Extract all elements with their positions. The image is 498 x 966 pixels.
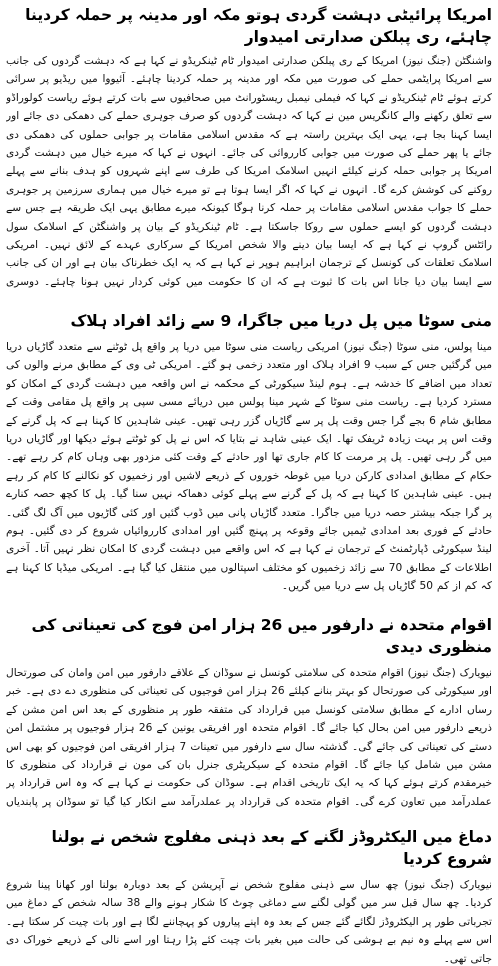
- article-headline: اقوام متحدہ نے دارفور میں 26 ہزار امن فوج کی تعیناتی کی منظوری دیدی: [31, 616, 492, 656]
- article-body: مینا پولس، منی سوٹا (جنگ نیوز) امریکی ریاست منی سوٹا میں دریا پر واقع پل ٹوٹنے سے متعدد گاڑیاں دریا میں گرگئیں جس کے سبب 9 افراد ہلاک اور متعدد زخمی ہو گئے۔ امریکی ٹی وی کے مطابق مرنے والوں کی تعداد میں اضافے کا خدشہ ہے۔ ہوم لینڈ سیکورٹی کے محکمہ نے اس واقعہ میں دہشت گردی کے امکان کو مسترد کردیا ہے۔ ریاست منی سوٹا کے شہر مینا پولس میں دریائے مسی سپی پر واقع پل مقامی وقت کے مطابق شام 6 بجے گرا جس وقت پل پر سے گاڑیاں گزر رہی تھیں۔ عینی شاہدین کا کہنا ہے کہ پل گرنے کے وقت اس پر بہت زیادہ ٹریفک تھا۔ ایک عینی شاہد نے بتایا کہ اس نے پل کو ٹوٹتے ہوئے دیکھا اور گاڑیاں دریا میں گر رہی تھیں۔ پل پر مرمت کا کام جاری تھا اور حادثے کے وقت کئی مزدور بھی وہاں کام کر رہے تھے۔ حکام کے مطابق امدادی کارکن دریا میں غوطہ خوروں کے ذریعے لاشیں اور زخمیوں کو نکالنے کا کام کر رہے ہیں۔ عینی شاہدین کا کہنا ہے کہ پل کے گرنے سے پہلے کوئی دھماکہ نہیں سنا گیا۔ پل کا کچھ حصہ کنارے پر گرا جبکہ بیشتر حصہ دریا میں جاگرا۔ متعدد گاڑیاں پانی میں ڈوب گئیں اور کئی گاڑیوں میں آگ لگ گئی۔ حادثے کے فوری بعد امدادی ٹیمیں جائے وقوعہ پر پہنچ گئیں اور امدادی کارروائیاں شروع کر دی گئیں۔ ہوم لینڈ سیکورٹی ڈپارٹمنٹ کے ترجمان نے کہا ہے کہ اس واقعے میں دہشت گردی کا امکان نظر نہیں آتا۔ آخری اطلاعات کے مطابق 70 سے زائد زخمیوں کو مختلف اسپتالوں میں منتقل کیا گیا ہے۔ امریکی میڈیا کا کہنا ہے کہ کم از کم 50 گاڑیاں پل سے دریا میں گریں۔: [6, 341, 492, 593]
- article-body: واشنگٹن (جنگ نیوز) امریکا کے ری پبلکن صدارتی امیدوار ٹام ٹینکریڈو نے کہا ہے کہ دہشت گردوں کی جانب سے امریکا پرایٹمی حملے کی صورت میں مکہ اور مدینہ پر حملہ کردینا چاہئے۔ آئیووا میں ریڈیو پر سرائی کرتے ہوئے ٹام ٹینکریڈو نے کہا کہ فیملی نیمبل ریسٹورانٹ میں صحافیوں سے بات کرتے ہوئے ریاست کولوراڈو سے تعلق رکھنے والے کانگریس مین نے کہا کہ دہشت گردوں کو صرف جوہری حملے کی دھمکی دی جائے اور ایسا کہنا بجا ہے، یہی ایک بہترین راستہ ہے کہ مقدس اسلامی مقامات پر جوابی حملوں کی دھمکی دی جائے یا پھر حملے کی صورت میں جوابی کارروائی کی جائے۔ انہوں نے کہا کہ میرے خیال میں دہشت گردی امریکا پر جوابی حملہ کرنے کیلئے انہیں اسلامک امریکا کی طرف سے اپنے شہروں کو ہدف بنانے سے پہلے روکنے کی کوشش کرے گا۔ انہوں نے کہا کہ اگر ایسا ہوتا ہے تو میرے خیال میں ہماری سرزمین پر جوہری حملے کا جواب مقدس اسلامی مقامات پر حملہ کرنا ہوگا کیونکہ میرے مطابق یہی ایک طریقہ ہے جس سے دہشت گردوں کو ایسے حملوں سے روکا جاسکتا ہے۔ ٹام ٹینکریڈو کے بیان پر واشنگٹن کے اسلامک سول رائٹس گروپ نے کہا ہے کہ ایسا بیان دینے والا شخص امریکا کے سرکاری عہدے کے لائق نہیں۔ امریکی اسلامک تعلقات کی کونسل کے ترجمان ابراہیم ہوپر نے کہا ہے کہ یہ ایک خطرناک بیان ہے اور ان کی جانب سے ایسا بیان دیا جانا اس بات کا ثبوت ہے کہ ان کا حکومت میں کوئی کردار نہیں ہونا چاہئے۔ دوسری: [6, 55, 492, 288]
- article-tancredo: [6, 4, 492, 292]
- article-minnesota-bridge: [6, 310, 492, 600]
- article-brain-electrodes: [6, 826, 492, 966]
- article-darfur: [6, 614, 492, 812]
- article-headline: امریکا پرائیٹی دہشت گردی ہوتو مکہ اور مدینہ پر حملہ کردینا چاہئے، ری پبلکن صدارتی امیدوار: [25, 6, 492, 46]
- article-body: نیویارک (جنگ نیوز) چھ سال سے ذہنی مفلوج شخص نے آپریشن کے بعد دوبارہ بولنا اور کھانا پینا شروع کردیا۔ چھ سال قبل سر میں گولی لگنے سے دماغی چوٹ کا شکار ہونے والے 38 سالہ شخص کے دماغ میں تجرباتی طور پر الیکٹروڈز لگائے گئے جس کے بعد وہ اپنے پیاروں کو پہچاننے لگا ہے اور بات چیت کر سکتا ہے۔ اس سے پہلے وہ نیم بے ہوشی کی حالت میں بغیر بات چیت کئے پڑا رہتا اور اسے نالی کے ذریعے خوراک دی جاتی تھی۔: [6, 879, 492, 965]
- article-body: نیویارک (جنگ نیوز) اقوام متحدہ کی سلامتی کونسل نے سوڈان کے علاقے دارفور میں امن وامان کی صورتحال اور سیکورٹی کی صورتحال کو بہتر بنانے کیلئے 26 ہزار امن فوجیوں کی تعیناتی کی منظوری دے دی ہے۔ خبر رساں ادارے کے مطابق سلامتی کونسل میں قرارداد کی متفقہ طور پر منظوری کے بعد اس امن مشن کے ذریعے دارفور میں امن بحال کیا جائے گا۔ اقوام متحدہ اور افریقی یونین کے 26 ہزار فوجیوں پر مشتمل امن دستے کی تعیناتی کی جائے گی۔ گذشتہ سال سے دارفور میں تعینات 7 ہزار افریقی امن فوجیوں کو بھی اس مشن میں شامل کیا جائے گا۔ اقوام متحدہ کے سیکریٹری جنرل بان کی مون نے قرارداد کی منظوری کا خیرمقدم کرتے ہوئے کہا کہ یہ ایک تاریخی اقدام ہے۔ سوڈان کی حکومت نے کہا ہے کہ وہ اس قرارداد پر عملدرآمد میں تعاون کرے گی۔ اقوام متحدہ کی قرارداد پر عملدرآمد سے انکار کیا گیا تو سوڈان پر پابندیاں: [6, 667, 492, 808]
- article-headline: منی سوٹا میں پل دریا میں جاگرا، 9 سے زائد افراد ہلاک: [70, 312, 492, 330]
- article-headline: دماغ میں الیکٹروڈز لگنے کے بعد ذہنی مفلوج شخص نے بولنا شروع کردیا: [51, 828, 492, 868]
